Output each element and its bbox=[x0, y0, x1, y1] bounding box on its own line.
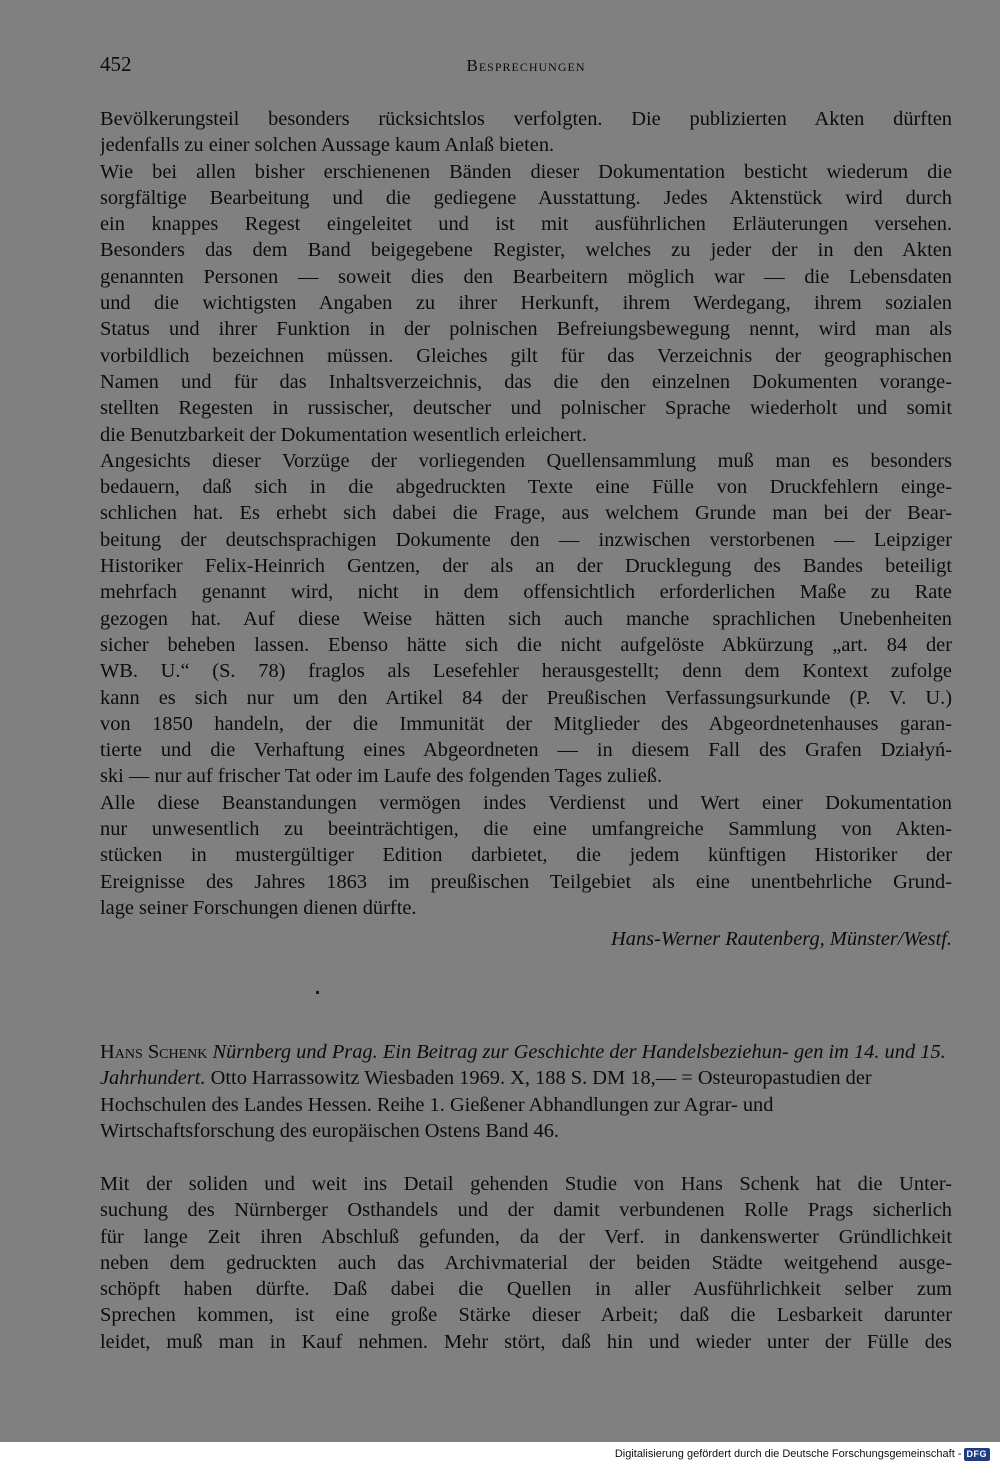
dfg-logo: DFG bbox=[964, 1448, 991, 1461]
text-line: Alle diese Beanstandungen vermögen indes Verdienst und Wert einer Dokumentation bbox=[100, 791, 952, 814]
text-line: schöpft haben dürfte. Daß dabei die Quellen in aller Ausführlichkeit selber zum bbox=[100, 1278, 952, 1301]
text-line: Sprechen kommen, ist eine große Stärke dieser Arbeit; daß die Lesbarkeit darunter bbox=[100, 1304, 952, 1327]
text-line: nur unwesentlich zu beeinträchtigen, die eine umfangreiche Sammlung von Akten- bbox=[100, 818, 952, 841]
text-line: Historiker Felix-Heinrich Gentzen, der als an der Drucklegung des Bandes beteiligt bbox=[100, 555, 952, 578]
text-line: Ereignisse des Jahres 1863 im preußischen Teilgebiet als eine unentbehrliche Grund- bbox=[100, 870, 952, 893]
text-line: stücken in mustergültiger Edition darbietet, die jedem künftigen Historiker der bbox=[100, 844, 952, 867]
text-line: ski — nur auf frischer Tat oder im Laufe des folgenden Tages zuließ. bbox=[100, 765, 663, 788]
text-line: sicher beheben lassen. Ebenso hätte sich die nicht aufgelöste Abkürzung „art. 84 der bbox=[100, 633, 952, 656]
text-line: leidet, muß man in Kauf nehmen. Mehr stört, daß hin und wieder unter der Fülle des bbox=[100, 1330, 952, 1353]
review-1-body bbox=[100, 106, 952, 921]
text-line: vorbildlich bezeichnen müssen. Gleiches gilt für das Verzeichnis der geographischen bbox=[100, 344, 952, 367]
running-head: Besprechungen bbox=[466, 56, 586, 75]
text-line: WB. U.“ (S. 78) fraglos als Lesefehler herausgestellt; denn dem Kontext zufolge bbox=[100, 660, 952, 683]
text-line: Namen und für das Inhaltsverzeichnis, das die den einzelnen Dokumenten vorange- bbox=[100, 370, 952, 393]
text-line: beitung der deutschsprachigen Dokumente den — inzwischen verstorbenen — Leipziger bbox=[100, 528, 952, 551]
text-line: von 1850 handeln, der die Immunität der Mitglieder des Abgeordnetenhauses garan- bbox=[100, 712, 952, 735]
page-number: 452 bbox=[100, 52, 132, 76]
text-line: Status und ihrer Funktion in der polnischen Befreiungsbewegung nennt, wird man als bbox=[100, 318, 952, 341]
book-author: Hans Schenk bbox=[100, 1041, 208, 1063]
text-line: stellten Regesten in russischer, deutscher und polnischer Sprache wiederholt und somit bbox=[100, 397, 952, 420]
text-line: Bevölkerungsteil besonders rücksichtslos verfolgten. Die publizierten Akten dürften bbox=[100, 108, 952, 130]
text-line: suchung des Nürnberger Osthandels und der damit verbundenen Rolle Prags sicherlich bbox=[100, 1199, 952, 1222]
text-line: tierte und die Verhaftung eines Abgeordneten — in diesem Fall des Grafen Działyń- bbox=[100, 739, 952, 762]
text-line: lage seiner Forschungen dienen dürfte. bbox=[100, 896, 417, 919]
text-line: schlichen hat. Es erhebt sich dabei die Frage, aus welchem Grunde man bei der Bear- bbox=[100, 502, 952, 525]
text-line: mehrfach genannt wird, nicht in dem offensichtlich erforderlichen Maße zu Rate bbox=[100, 581, 952, 604]
text-line: für lange Zeit ihren Abschluß gefunden, da der Verf. in dankenswerter Gründlichkeit bbox=[100, 1225, 952, 1248]
text-line: die Benutzbarkeit der Dokumentation wesentlich erleichert. bbox=[100, 423, 587, 446]
text-line: Mit der soliden und weit ins Detail gehenden Studie von Hans Schenk hat die Unter- bbox=[100, 1173, 952, 1195]
text-line: genannten Personen — soweit dies den Bearbeitern möglich war — die Lebensdaten bbox=[100, 265, 952, 288]
text-line: bedauern, daß sich in die abgedruckten Texte eine Fülle von Druckfehlern einge- bbox=[100, 476, 952, 499]
footer-credit-text: Digitalisierung gefördert durch die Deutsche Forschungsgemeinschaft - bbox=[614, 1448, 962, 1460]
text-line: Angesichts dieser Vorzüge der vorliegenden Quellensammlung muß man es besonders bbox=[100, 449, 952, 472]
text-line: neben dem gedruckten auch das Archivmaterial der beiden Städte weitgehend ausge- bbox=[100, 1251, 952, 1274]
text-line: kann es sich nur um den Artikel 84 der Preußischen Verfassungsurkunde (P. V. U.) bbox=[100, 686, 952, 709]
text-line: jedenfalls zu einer solchen Aussage kaum Anlaß bieten. bbox=[100, 134, 555, 157]
text-line: Wie bei allen bisher erschienenen Bänden dieser Dokumentation besticht wiederum die bbox=[100, 160, 952, 183]
text-line: sorgfältige Bearbeitung und die gediegene Ausstattung. Jedes Aktenstück wird durch bbox=[100, 186, 952, 209]
text-line: Besonders das dem Band beigegebene Register, welches zu jeder der in den Akten bbox=[100, 239, 952, 262]
text-line: ein knappes Regest eingeleitet und ist mit ausführlichen Erläuterungen versehen. bbox=[100, 213, 952, 236]
text-line: und die wichtigsten Angaben zu ihrer Herkunft, ihrem Werdegang, ihrem sozialen bbox=[100, 292, 952, 315]
review-2-body bbox=[100, 1171, 952, 1355]
book-title: Nürnberg und Prag. Ein Beitrag zur Geschichte der Handelsbeziehun- gen im 14. und 15. Jahrhundert. bbox=[100, 1041, 946, 1090]
review-2-heading bbox=[100, 1039, 952, 1144]
digitization-credit bbox=[615, 1447, 990, 1461]
book-publication-details: Otto Harrassowitz Wiesbaden 1969. X, 188 S. DM 18,— = Osteuropastudien der Hochschulen des Landes Hessen. Reihe 1. Gießener Abhandlungen zur Agrar- und Wirtschaftsforschung des europäischen Ostens Band 46. bbox=[100, 1067, 872, 1142]
text-line: gezogen hat. Auf diese Weise hätten sich auch manche sprachlichen Unebenheiten bbox=[100, 607, 952, 630]
section-separator bbox=[316, 991, 319, 994]
page-header bbox=[100, 52, 952, 82]
reviewer-signature: Hans-Werner Rautenberg, Münster/Westf. bbox=[611, 928, 952, 950]
